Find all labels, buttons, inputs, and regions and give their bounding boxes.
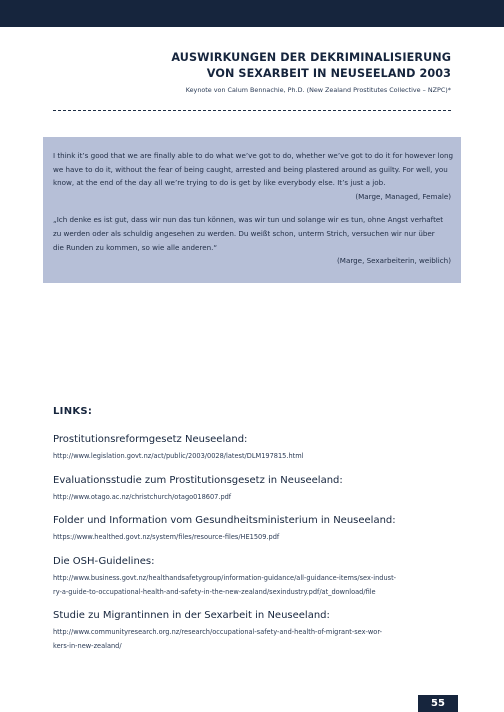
- quote-german: [53, 213, 451, 267]
- page-title-line-1: AUSWIRKUNGEN DER DEKRIMINALISIERUNG: [171, 51, 451, 64]
- link-title: Die OSH-Guidelines:: [53, 556, 155, 567]
- quote-attribution: (Marge, Sexarbeiterin, weiblich): [337, 256, 451, 266]
- link-item-migrant-study: [53, 609, 463, 653]
- link-url[interactable]: https://www.healthed.govt.nz/system/files/resource-files/HE1509.pdf: [53, 533, 280, 541]
- page-title-block: [171, 50, 451, 95]
- quote-line: know, at the end of the day all we’re trying to do is get by like everybody else. It’s just a job.: [53, 178, 386, 188]
- dashed-divider: [53, 110, 451, 111]
- quote-line: we have to do it, without the fear of being caught, arrested and being plastered around as guilty. For well, you: [53, 164, 448, 174]
- link-url[interactable]: http://www.communityresearch.org.nz/research/occupational-safety-and-health-of-migrant-sex-wor-: [53, 628, 382, 636]
- quote-english: [53, 149, 454, 203]
- quote-box: [43, 137, 461, 283]
- link-item-evaluation-study: [53, 474, 463, 505]
- quote-attribution: (Marge, Managed, Female): [355, 191, 451, 201]
- link-title: Folder und Information vom Gesundheitsministerium in Neuseeland:: [53, 515, 396, 526]
- link-url[interactable]: http://www.business.govt.nz/healthandsafetygroup/information-guidance/all-guidance-items/sex-indust-: [53, 574, 397, 582]
- page-number: 55: [418, 695, 458, 712]
- link-url-continued[interactable]: kers-in-new-zealand/: [53, 641, 122, 650]
- top-header-bar: [0, 0, 504, 27]
- link-url[interactable]: http://www.otago.ac.nz/christchurch/otago018607.pdf: [53, 493, 232, 501]
- link-title: Prostitutionsreformgesetz Neuseeland:: [53, 434, 248, 445]
- page-subtitle: Keynote von Calum Bennachie, Ph.D. (New Zealand Prostitutes Collective – NZPC)*: [185, 86, 451, 94]
- quote-line: zu werden oder als schuldig angesehen zu werden. Du weißt schon, unterm Strich, versuchen wir nur über: [53, 228, 435, 238]
- link-item-prostitution-reform-act: [53, 433, 463, 464]
- quote-line: die Runden zu kommen, so wie alle anderen.“: [53, 242, 218, 252]
- link-title: Studie zu Migrantinnen in der Sexarbeit in Neuseeland:: [53, 610, 330, 621]
- link-item-health-ministry: [53, 514, 463, 545]
- links-heading: LINKS:: [53, 406, 93, 417]
- page-title-line-2: VON SEXARBEIT IN NEUSEELAND 2003: [206, 67, 451, 80]
- link-url[interactable]: http://www.legislation.govt.nz/act/public/2003/0028/latest/DLM197815.html: [53, 452, 304, 460]
- link-title: Evaluationsstudie zum Prostitutionsgesetz in Neuseeland:: [53, 475, 343, 486]
- link-url-continued[interactable]: ry-a-guide-to-occupational-health-and-safety-in-the-new-zealand/sexindustry.pdf/at_download/file: [53, 587, 376, 596]
- quote-line: I think it’s good that we are finally able to do what we’ve got to do, whether we’ve got to do it for however long: [53, 151, 454, 160]
- quote-line: „Ich denke es ist gut, dass wir nun das tun können, was wir tun und solange wir es tun, ohne Angst verhaftet: [53, 215, 444, 225]
- link-item-osh-guidelines: [53, 555, 463, 599]
